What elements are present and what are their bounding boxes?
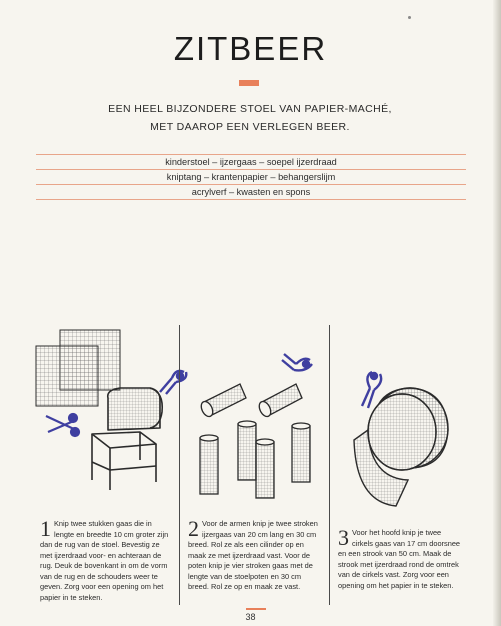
- step-2-number: 2: [188, 516, 199, 541]
- pliers-icon: [282, 354, 312, 370]
- illustrations-svg: [0, 320, 501, 530]
- column-divider-1: [179, 325, 180, 605]
- title-accent-bar: [239, 80, 259, 86]
- illustration-strip: [0, 320, 501, 530]
- scissors-icon: [46, 414, 79, 436]
- materials-row-2: kniptang – krantenpapier – behangerslijm: [36, 169, 466, 184]
- page-number-accent: [246, 608, 266, 610]
- page-gutter-shadow: [493, 0, 501, 626]
- page-subtitle: [60, 100, 440, 136]
- pliers-icon: [362, 372, 381, 408]
- materials-row-3: acrylverf – kwasten en spons: [36, 184, 466, 200]
- page-speck: [408, 16, 411, 19]
- chair-icon: [92, 388, 162, 490]
- pliers-icon: [160, 371, 186, 394]
- step-2-text: Voor de armen knip je twee stroken ijzergaas van 20 cm lang en 30 cm breed. Rol ze als een cilinder op en maak ze met ijzerdraad vast. Voor de poten knip je vier stroken gaas met de lengte van de stoelpoten en 30 cm breed. Rol ze op en maak ze vast.: [188, 519, 318, 591]
- step-2-illustration: [199, 354, 312, 498]
- page-number: 38: [245, 612, 256, 622]
- column-divider-2: [329, 325, 330, 605]
- step-1-text: Knip twee stukken gaas die in lengte en breedte 10 cm groter zijn dan de rug van de stoel. Bevestig ze met ijzerdraad voor- en achteraan de rug. Deuk de bovenkant in om de vorm van de rug en de schouders weer te geven. Zorg voor een opening om het papier in te steken.: [40, 519, 169, 602]
- subtitle-line-1: EEN HEEL BIJZONDERE STOEL VAN PAPIER-MACHÉ,: [108, 103, 392, 115]
- subtitle-line-2: MET DAAROP EEN VERLEGEN BEER.: [150, 121, 350, 133]
- step-1-instructions: [40, 516, 170, 603]
- materials-row-1: kinderstoel – ijzergaas – soepel ijzerdraad: [36, 154, 466, 169]
- step-2-instructions: [188, 516, 320, 593]
- page-title: ZITBEER: [173, 30, 328, 67]
- step-3-illustration: [354, 372, 448, 506]
- materials-list: [36, 154, 466, 200]
- step-3-text: Voor het hoofd knip je twee cirkels gaas van 17 cm doorsnee en een strook van 50 cm. Maak de strook met ijzerdraad rond de omtrek van de cirkels vast. Zorg voor een opening om het papier in te steken.: [338, 528, 461, 590]
- step-3-instructions: [338, 525, 464, 591]
- step-3-number: 3: [338, 525, 349, 550]
- step-1-illustration: [36, 330, 186, 490]
- step-1-number: 1: [40, 516, 51, 541]
- mesh-cylinder-icon: [199, 384, 310, 498]
